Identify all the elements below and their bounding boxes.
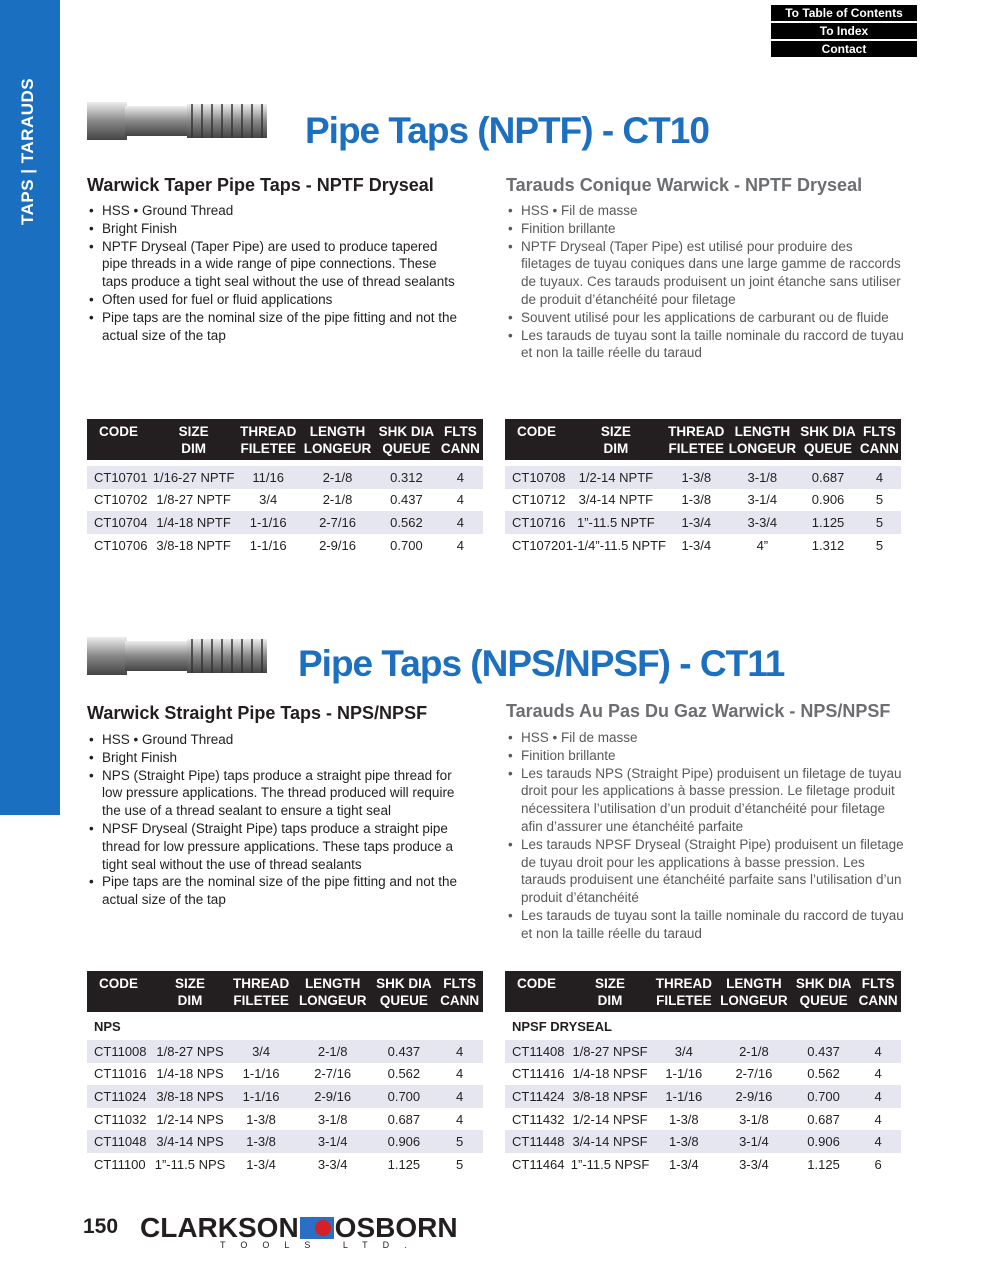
table-header bbox=[505, 419, 901, 460]
table-cell: CT11024 bbox=[87, 1085, 152, 1108]
table-cell: 4 bbox=[438, 511, 483, 534]
column-header bbox=[568, 971, 652, 1012]
table-cell: 2-9/16 bbox=[716, 1085, 792, 1108]
table-cell: 0.437 bbox=[792, 1040, 855, 1063]
table-cell: CT10712 bbox=[512, 492, 566, 508]
table-cell: 4 bbox=[874, 1111, 882, 1127]
column-label-en: FLTS bbox=[861, 976, 895, 991]
table-cell: 4” bbox=[756, 537, 769, 553]
table-cell: CT11048 bbox=[87, 1130, 152, 1153]
bullet-item: • Souvent utilisé pour les applications de carburant ou de fluide bbox=[506, 309, 906, 327]
table-cell: 1-3/4 bbox=[666, 511, 726, 534]
table-cell: 3/8-18 NPTF bbox=[156, 537, 231, 553]
table-cell: CT10720 bbox=[512, 537, 566, 553]
table-cell: 1-3/8 bbox=[666, 466, 726, 489]
column-label-fr: LONGEUR bbox=[720, 993, 788, 1008]
table-cell: 1-1/4”-11.5 NPTF bbox=[565, 537, 666, 553]
column-label-fr: CANN bbox=[859, 441, 899, 456]
bullet-item: • Les tarauds NPS (Straight Pipe) produisent un filetage de tuyau droit pour les applications à basse pression. Le filetage produit nécessitera l’utilisation d’un produit d’étanchéité pour filetage afin d’assurer une étanchéité parfaite bbox=[506, 765, 906, 836]
brand-subtitle: TOOLS LTD. bbox=[220, 1240, 422, 1250]
table-cell: 4 bbox=[455, 1066, 464, 1082]
table-cell: CT10716 bbox=[505, 511, 566, 534]
table-cell: 1-1/16 bbox=[249, 537, 287, 553]
column-label-fr: LONGEUR bbox=[728, 441, 797, 456]
column-label-en: THREAD bbox=[240, 424, 297, 439]
bullet-item: • Les tarauds de tuyau sont la taille nominale du raccord de tuyau et non la taille réelle du taraud bbox=[506, 327, 906, 363]
column-label-fr: LONGEUR bbox=[303, 441, 372, 456]
table-cell: 6 bbox=[874, 1156, 882, 1172]
column-header bbox=[716, 971, 792, 1012]
table-cell: 0.312 bbox=[375, 466, 438, 489]
table-cell: 1-1/16 bbox=[242, 1066, 280, 1082]
table-cell: 4 bbox=[855, 1085, 901, 1108]
table-cell: 1/8-27 NPTF bbox=[156, 492, 231, 508]
table-cell: 0.906 bbox=[792, 1130, 855, 1153]
table-row bbox=[87, 1130, 483, 1153]
table-cell: 1”-11.5 NPS bbox=[154, 1156, 226, 1172]
table-cell: 1”-11.5 NPTF bbox=[566, 511, 666, 534]
column-header bbox=[855, 971, 901, 1012]
table-cell: CT10708 bbox=[505, 466, 566, 489]
table-cell: CT11432 bbox=[512, 1111, 565, 1127]
column-header bbox=[87, 419, 151, 460]
table-cell: 5 bbox=[875, 492, 884, 508]
table-cell: 2-9/16 bbox=[319, 537, 356, 553]
group-label: NPS bbox=[87, 1012, 483, 1040]
table-cell: 5 bbox=[436, 1130, 483, 1153]
column-header bbox=[151, 419, 237, 460]
table-cell: 3/4 bbox=[259, 492, 278, 508]
table-row bbox=[87, 1085, 483, 1108]
table-cell: 4 bbox=[858, 466, 901, 489]
table-cell: 2-7/16 bbox=[735, 1066, 773, 1082]
table-header bbox=[505, 971, 901, 1012]
column-label-en: CODE bbox=[517, 424, 557, 439]
table-cell: 5 bbox=[858, 511, 901, 534]
column-label-fr: FILETEE bbox=[233, 993, 289, 1008]
table-cell: 3-1/4 bbox=[747, 492, 778, 508]
table-cell: 2-1/8 bbox=[300, 466, 375, 489]
bullet-item: • Finition brillante bbox=[506, 747, 906, 765]
table-cell: 0.687 bbox=[807, 1111, 840, 1127]
table-row bbox=[87, 1108, 483, 1131]
column-header bbox=[566, 419, 666, 460]
column-label-en: CODE bbox=[99, 976, 139, 991]
column-header bbox=[372, 971, 437, 1012]
column-label-en: THREAD bbox=[232, 976, 290, 991]
table-cell: 3-3/4 bbox=[739, 1156, 769, 1172]
table-cell: 4 bbox=[855, 1130, 901, 1153]
contact-link[interactable]: Contact bbox=[771, 41, 917, 57]
column-label-en: LENGTH bbox=[304, 976, 361, 991]
column-label-fr: FILETEE bbox=[240, 441, 296, 456]
column-label-en: SHK DIA bbox=[800, 424, 856, 439]
table-cell: 2-7/16 bbox=[314, 1066, 352, 1082]
product-table bbox=[505, 971, 901, 1176]
bullet-item: • NPSF Dryseal (Straight Pipe) taps produce a straight pipe thread for low pressure applications. These taps produce a tight seal without the use of thread sealants bbox=[87, 820, 457, 873]
column-label-en: LENGTH bbox=[726, 976, 782, 991]
table-row bbox=[87, 534, 483, 557]
group-row bbox=[87, 1012, 483, 1040]
navigation-links bbox=[771, 5, 917, 59]
table-cell: 0.700 bbox=[792, 1085, 855, 1108]
table-cell: 3/4-14 NPSF bbox=[568, 1130, 652, 1153]
bullet-item: • Pipe taps are the nominal size of the pipe fitting and not the actual size of the tap bbox=[87, 309, 457, 345]
table-cell: 0.562 bbox=[387, 1066, 421, 1082]
column-label-en: CODE bbox=[99, 424, 139, 439]
sidebar-label: TAPS | TARAUDS bbox=[18, 77, 37, 225]
english-heading: Warwick Straight Pipe Taps - NPS/NPSF bbox=[87, 703, 428, 723]
table-cell: 1-3/4 bbox=[669, 1156, 699, 1172]
table-cell: CT11100 bbox=[94, 1156, 146, 1172]
section-title: Pipe Taps (NPS/NPSF) - CT11 bbox=[298, 643, 785, 684]
page-number: 150 bbox=[83, 1215, 119, 1238]
bullet-item: • Bright Finish bbox=[87, 220, 457, 238]
column-label-en: LENGTH bbox=[734, 424, 791, 439]
table-cell: CT11424 bbox=[505, 1085, 568, 1108]
french-heading: Tarauds Au Pas Du Gaz Warwick - NPS/NPSF bbox=[506, 701, 891, 721]
table-cell: 0.437 bbox=[372, 1040, 437, 1063]
bullet-item: • Often used for fuel or fluid applications bbox=[87, 291, 457, 309]
column-header bbox=[858, 419, 901, 460]
bullet-item: • Bright Finish bbox=[87, 749, 457, 767]
table-cell: 1-1/16 bbox=[665, 1066, 703, 1082]
column-label-fr: DIM bbox=[603, 441, 629, 456]
french-heading: Tarauds Conique Warwick - NPTF Dryseal bbox=[506, 175, 863, 195]
product-table bbox=[87, 419, 483, 556]
group-label: NPSF DRYSEAL bbox=[505, 1012, 901, 1040]
table-cell: 1.125 bbox=[798, 511, 858, 534]
table-cell: 0.700 bbox=[390, 537, 423, 553]
table-cell: 1-1/16 bbox=[228, 1085, 293, 1108]
column-header bbox=[666, 419, 726, 460]
table-cell: 1/2-14 NPS bbox=[156, 1111, 224, 1127]
table-cell: CT11416 bbox=[512, 1066, 565, 1082]
table-cell: 1/4-18 NPSF bbox=[572, 1066, 648, 1082]
table-row bbox=[505, 511, 901, 534]
index-link[interactable]: To Index bbox=[771, 23, 917, 39]
table-row bbox=[505, 466, 901, 489]
table-cell: 0.700 bbox=[372, 1085, 437, 1108]
table-cell: 4 bbox=[855, 1040, 901, 1063]
column-label-fr: FILETEE bbox=[656, 993, 712, 1008]
column-label-en: SIZE bbox=[178, 424, 209, 439]
table-cell: 1/8-27 NPS bbox=[152, 1040, 229, 1063]
table-cell: 0.906 bbox=[372, 1130, 437, 1153]
table-cell: 4 bbox=[436, 1085, 483, 1108]
english-bullets bbox=[87, 731, 457, 909]
table-row bbox=[505, 534, 901, 557]
table-cell: 1/4-18 NPTF bbox=[151, 511, 237, 534]
bullet-item: • Pipe taps are the nominal size of the pipe fitting and not the actual size of the tap bbox=[87, 873, 457, 909]
table-row bbox=[505, 1063, 901, 1086]
column-header bbox=[436, 971, 483, 1012]
column-header bbox=[87, 971, 152, 1012]
table-of-contents-link[interactable]: To Table of Contents bbox=[771, 5, 917, 21]
category-sidebar bbox=[0, 0, 60, 815]
table-cell: 4 bbox=[456, 492, 464, 508]
logo-mark-icon bbox=[300, 1217, 334, 1239]
table-cell: 4 bbox=[456, 537, 464, 553]
table-cell: CT11408 bbox=[505, 1040, 568, 1063]
table-cell: 5 bbox=[875, 537, 884, 553]
table-cell: 2-7/16 bbox=[300, 511, 375, 534]
table-cell: 0.562 bbox=[807, 1066, 840, 1082]
column-header bbox=[727, 419, 799, 460]
table-cell: 1-3/8 bbox=[246, 1111, 276, 1127]
table-cell: 11/16 bbox=[237, 466, 300, 489]
table-header bbox=[87, 971, 483, 1012]
column-header bbox=[438, 419, 483, 460]
table-cell: 3/4-14 NPS bbox=[152, 1130, 229, 1153]
table-cell: 2-9/16 bbox=[294, 1085, 372, 1108]
table-cell: 3/4 bbox=[228, 1040, 293, 1063]
table-row bbox=[87, 466, 483, 489]
table-cell: 1-1/16 bbox=[652, 1085, 716, 1108]
table-cell: CT11448 bbox=[505, 1130, 568, 1153]
table-cell: 3-1/8 bbox=[739, 1111, 769, 1127]
column-label-en: LENGTH bbox=[309, 424, 366, 439]
product-table bbox=[505, 419, 901, 556]
english-bullets bbox=[87, 202, 457, 344]
table-row bbox=[87, 1063, 483, 1086]
bullet-item: • NPS (Straight Pipe) taps produce a straight pipe thread for low pressure applications. The thread produced will require the use of a thread sealant to ensure a tight seal bbox=[87, 767, 457, 820]
column-label-fr: LONGEUR bbox=[298, 993, 367, 1008]
column-label-en: FLTS bbox=[863, 424, 896, 439]
bullet-item: • HSS • Fil de masse bbox=[506, 202, 906, 220]
table-cell: CT11008 bbox=[87, 1040, 152, 1063]
table-cell: 3-1/4 bbox=[716, 1130, 792, 1153]
table-cell: 4 bbox=[455, 1111, 464, 1127]
bullet-item: • HSS • Ground Thread bbox=[87, 731, 457, 749]
bullet-item: • NPTF Dryseal (Taper Pipe) est utilisé pour produire des filetages de tuyau coniques dans une large gamme de raccords de tuyaux. Ces tarauds produisent un joint étanche sans utiliser de produit d’étanchéité pour filetage bbox=[506, 238, 906, 309]
column-header bbox=[505, 971, 568, 1012]
table-cell: 1/2-14 NPSF bbox=[572, 1111, 648, 1127]
column-header bbox=[152, 971, 229, 1012]
column-label-fr: QUEUE bbox=[799, 993, 848, 1008]
column-label-en: SHK DIA bbox=[795, 976, 852, 991]
table-cell: 1.125 bbox=[387, 1156, 421, 1172]
table-cell: 1-3/8 bbox=[669, 1111, 699, 1127]
column-label-en: SIZE bbox=[600, 424, 631, 439]
table-cell: 0.687 bbox=[798, 466, 858, 489]
table-header bbox=[87, 419, 483, 460]
column-label-fr: DIM bbox=[597, 993, 623, 1008]
bullet-item: • Les tarauds de tuyau sont la taille nominale du raccord de tuyau et non la taille réelle du taraud bbox=[506, 907, 906, 943]
table-row bbox=[505, 1040, 901, 1063]
table-row bbox=[87, 511, 483, 534]
bullet-item: • NPTF Dryseal (Taper Pipe) are used to produce tapered pipe threads in a wide range of pipe connections. These taps produce a tight seal without the use of thread sealants bbox=[87, 238, 457, 291]
table-cell: 1”-11.5 NPSF bbox=[570, 1156, 650, 1172]
table-cell: 0.437 bbox=[390, 492, 423, 508]
table-cell: 3-1/4 bbox=[294, 1130, 372, 1153]
column-label-fr: CANN bbox=[440, 441, 480, 456]
table-cell: 1/8-27 NPSF bbox=[568, 1040, 652, 1063]
column-label-fr: CANN bbox=[440, 993, 480, 1008]
table-cell: 2-1/8 bbox=[322, 492, 353, 508]
table-row bbox=[505, 1153, 901, 1176]
table-cell: 3/4-14 NPTF bbox=[578, 492, 654, 508]
column-header bbox=[294, 971, 372, 1012]
table-row bbox=[87, 1153, 483, 1176]
column-label-fr: FILETEE bbox=[668, 441, 725, 456]
column-label-en: SHK DIA bbox=[376, 976, 432, 991]
column-label-en: THREAD bbox=[655, 976, 712, 991]
table-cell: 1-1/16 bbox=[237, 511, 300, 534]
table-cell: CT11464 bbox=[512, 1156, 565, 1172]
column-label-en: CODE bbox=[517, 976, 557, 991]
column-label-en: FLTS bbox=[443, 976, 476, 991]
table-cell: 3-1/8 bbox=[317, 1111, 348, 1127]
column-label-en: SIZE bbox=[175, 976, 206, 991]
column-label-fr: DIM bbox=[177, 993, 203, 1008]
column-label-fr: QUEUE bbox=[382, 441, 431, 456]
column-header bbox=[505, 419, 566, 460]
table-cell: 2-1/8 bbox=[294, 1040, 372, 1063]
table-cell: 4 bbox=[874, 1066, 882, 1082]
column-header bbox=[375, 419, 438, 460]
column-header bbox=[237, 419, 300, 460]
table-cell: 1/16-27 NPTF bbox=[151, 466, 237, 489]
column-header bbox=[228, 971, 293, 1012]
table-cell: 1-3/4 bbox=[246, 1156, 276, 1172]
column-label-en: SHK DIA bbox=[378, 424, 435, 439]
table-cell: CT11032 bbox=[94, 1111, 147, 1127]
table-cell: 2-1/8 bbox=[716, 1040, 792, 1063]
pipe-tap-image bbox=[87, 633, 269, 679]
column-label-fr: DIM bbox=[181, 441, 206, 456]
table-cell: 3/4 bbox=[652, 1040, 716, 1063]
bullet-item: • HSS • Ground Thread bbox=[87, 202, 457, 220]
table-row bbox=[505, 489, 901, 512]
table-row bbox=[505, 1108, 901, 1131]
english-heading: Warwick Taper Pipe Taps - NPTF Dryseal bbox=[87, 175, 434, 195]
table-cell: 1/2-14 NPTF bbox=[566, 466, 666, 489]
pipe-tap-image bbox=[87, 98, 269, 144]
table-cell: 1.125 bbox=[807, 1156, 840, 1172]
column-label-fr: QUEUE bbox=[804, 441, 853, 456]
bullet-item: • HSS • Fil de masse bbox=[506, 729, 906, 747]
table-cell: CT10704 bbox=[87, 511, 151, 534]
bullet-item: • Finition brillante bbox=[506, 220, 906, 238]
table-cell: 1-3/8 bbox=[652, 1130, 716, 1153]
french-bullets bbox=[506, 202, 906, 362]
table-cell: 1-3/8 bbox=[681, 492, 712, 508]
table-cell: 1-3/8 bbox=[228, 1130, 293, 1153]
table-cell: CT10706 bbox=[94, 537, 148, 553]
group-row bbox=[505, 1012, 901, 1040]
table-cell: CT11016 bbox=[94, 1066, 147, 1082]
table-cell: 0.562 bbox=[375, 511, 438, 534]
section-title: Pipe Taps (NPTF) - CT10 bbox=[305, 110, 709, 151]
column-label-fr: QUEUE bbox=[379, 993, 428, 1008]
column-header bbox=[798, 419, 858, 460]
column-label-en: FLTS bbox=[443, 424, 477, 439]
table-cell: 3-3/4 bbox=[727, 511, 799, 534]
product-table bbox=[87, 971, 483, 1176]
bullet-item: • Les tarauds NPSF Dryseal (Straight Pipe) produisent un filetage de tuyau droit pour les applications à basse pression. Les tarauds produisent une étanchéité parfaite sans l’utilisation d’un produit d’étanchéité bbox=[506, 836, 906, 907]
table-cell: 3-1/8 bbox=[727, 466, 799, 489]
brand-right: OSBORN bbox=[334, 1212, 458, 1243]
table-cell: 0.906 bbox=[811, 492, 845, 508]
table-cell: 3-3/4 bbox=[317, 1156, 348, 1172]
table-row bbox=[87, 1040, 483, 1063]
table-cell: 4 bbox=[436, 1040, 483, 1063]
french-bullets bbox=[506, 729, 906, 943]
column-label-en: THREAD bbox=[668, 424, 725, 439]
table-cell: CT10701 bbox=[87, 466, 151, 489]
table-cell: 4 bbox=[438, 466, 483, 489]
table-row bbox=[505, 1130, 901, 1153]
column-header bbox=[300, 419, 375, 460]
table-cell: 3/8-18 NPS bbox=[152, 1085, 229, 1108]
table-row bbox=[505, 1085, 901, 1108]
column-header bbox=[652, 971, 716, 1012]
brand-left: CLARKSON bbox=[140, 1212, 299, 1243]
table-cell: 0.687 bbox=[387, 1111, 421, 1127]
column-label-en: SIZE bbox=[595, 976, 626, 991]
table-cell: 1.312 bbox=[811, 537, 845, 553]
table-cell: 1-3/4 bbox=[681, 537, 712, 553]
column-label-fr: CANN bbox=[858, 993, 898, 1008]
table-cell: CT10702 bbox=[94, 492, 148, 508]
table-cell: 3/8-18 NPSF bbox=[568, 1085, 652, 1108]
table-cell: 5 bbox=[455, 1156, 464, 1172]
column-header bbox=[792, 971, 855, 1012]
table-cell: 1/4-18 NPS bbox=[156, 1066, 224, 1082]
table-row bbox=[87, 489, 483, 512]
